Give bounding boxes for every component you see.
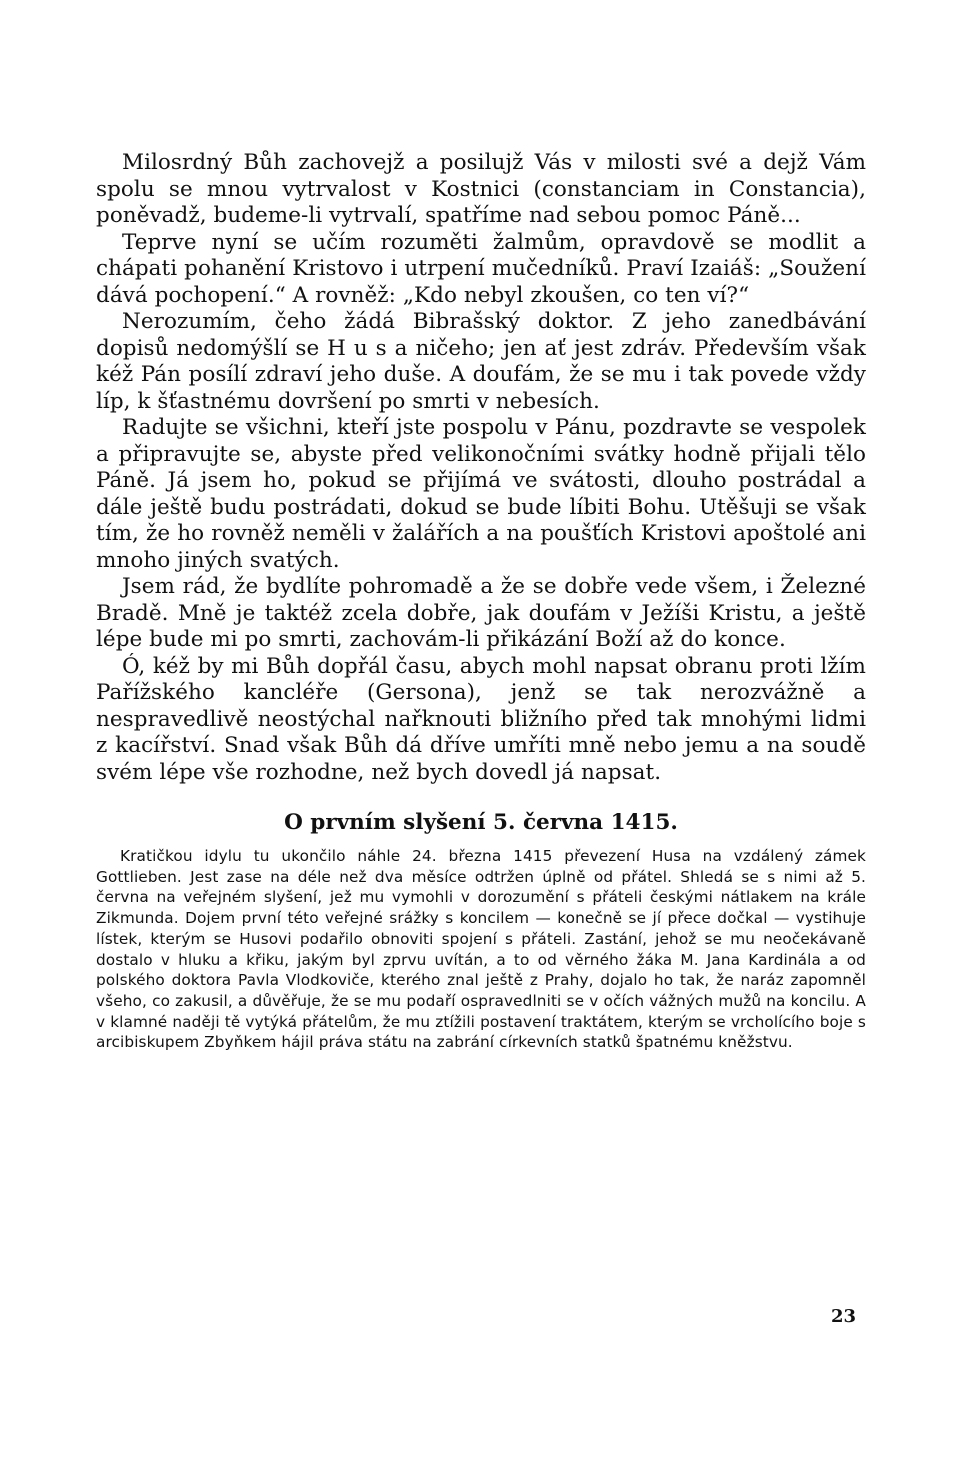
letter-paragraph-2: Teprve nyní se učím rozuměti žalmům, opravdově se modlit a chápati pohanění Kristovo i utrpení mučedníků. Praví Izaiáš: „Soužení dává pochopení.“ A rovněž: „Kdo nebyl zkoušen, co ten ví?“ bbox=[96, 229, 866, 308]
letter-paragraph-6: Ó, kéž by mi Bůh dopřál času, abych mohl napsat obranu proti lžím Pařížského kancléře (Gersona), jenž se tak nerozvážně a nespravedlivě neostýchal nařknouti bližního před tak mnohými lidmi z kacířství. Snad však Bůh dá dříve umříti mně nebo jemu a na soudě svém lépe vše rozhodne, než bych dovedl já napsat. bbox=[96, 653, 866, 785]
section-commentary: Kratičkou idylu tu ukončilo náhle 24. března 1415 převezení Husa na vzdálený zámek Gottlieben. Jest zase na déle než dva měsíce odtržen úplně od přátel. Shledá se s nimi až 5. června na veřejném slyšení, jež mu vymohli v dorozumění s přáteli českými nátlakem na krále Zikmunda. Dojem první této veřejné srážky s koncilem — konečně se jí přece dočkal — vystihuje lístek, kterým se Husovi podařilo obnoviti spojení s přáteli. Zastání, jehož se mu neočekávaně dostalo v hluku a křiku, jakým byl zprvu uvítán, a to od věrného žáka M. Jana Kardinála a od polského doktora Pavla Vlodkoviče, kterého znal ještě z Prahy, dojalo ho tak, že naráz zapomněl všeho, co zakusil, a důvěřuje, že se mu podaří ospravedlniti se v očích vážných mužů na koncilu. A v klamné naději tě vytýká přátelům, že mu ztížili postavení traktátem, kterým se vrcholícího boje s arcibiskupem Zbyňkem hájil práva státu na zabrání církevních statků špatnému kněžstvu. bbox=[96, 847, 866, 1052]
letter-paragraph-4: Radujte se všichni, kteří jste pospolu v Pánu, pozdravte se vespolek a připravujte se, abyste před velikonočními svátky hodně přijali tělo Páně. Já jsem ho, pokud se přijímá ve svátosti, dlouho postrádal a dále ještě budu postrádati, dokud se bude líbiti Bohu. Utěšuji se však tím, že ho rovněž neměli v žalářích a na poušťích Kristovi apoštolé ani mnoho jiných svatých. bbox=[96, 415, 866, 573]
letter-paragraph-3: Nerozumím, čeho žádá Bibrašský doktor. Z jeho zanedbávání dopisů nedomýšlí se H u s a ničeho; jen ať jest zdráv. Především však kéž Pán posílí zdraví jeho duše. A doufám, že se mu i tak povede vždy líp, k šťastnému dovršení po smrti v nebesích. bbox=[96, 309, 866, 414]
letter-text bbox=[96, 150, 866, 786]
page-number: 23 bbox=[830, 1306, 856, 1327]
page-content bbox=[96, 150, 866, 1053]
letter-paragraph-5: Jsem rád, že bydlíte pohromadě a že se dobře vede všem, i Železné Bradě. Mně je taktéž zcela dobře, jak doufám v Ježíši Kristu, a ještě lépe bude mi po smrti, zachovám-li přikázání Boží až do konce. bbox=[96, 574, 866, 652]
letter-paragraph-1: Milosrdný Bůh zachovejž a posilujž Vás v milosti své a dejž Vám spolu se mnou vytrvalost v Kostnici (constanciam in Constancia), poněvadž, budeme-li vytrvalí, spatříme nad sebou pomoc Páně... bbox=[96, 150, 866, 228]
section-heading: O prvním slyšení 5. června 1415. bbox=[284, 810, 678, 835]
